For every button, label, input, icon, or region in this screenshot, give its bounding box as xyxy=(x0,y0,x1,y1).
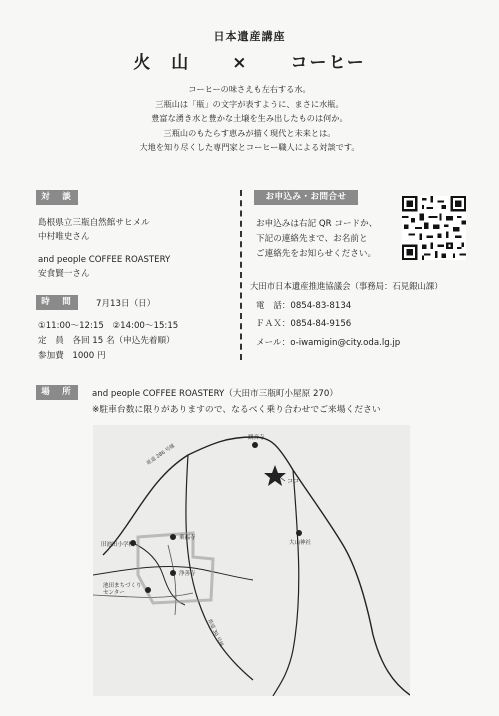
intro-line: 大地を知り尽くした専門家とコーヒー職人による対談です。 xyxy=(139,142,360,153)
qr-code-icon[interactable] xyxy=(402,196,466,260)
parking-note: ※駐車台数に限りがありますので、なるべく乗り合わせでご来場ください xyxy=(92,405,381,415)
contact-line: 下記の連絡先まで、お名前と xyxy=(256,234,368,244)
map-label-top: 観音寺 xyxy=(248,435,265,441)
speaker2-name: 安食賢一さん xyxy=(38,269,90,279)
contact-tag: お申込み・お問合せ xyxy=(254,190,358,205)
temple-top-marker xyxy=(252,442,258,448)
intro-line: 豊富な湧き水と豊かな土壌を生み出したものは何か。 xyxy=(151,113,348,124)
road-label-286: 県道 286 号線 xyxy=(145,442,176,467)
title-coffee: コーヒー xyxy=(290,53,366,73)
contact-line: お申込みは右記 QR コードか、 xyxy=(256,219,378,229)
talk-tag: 対 談 xyxy=(36,190,78,205)
map-label-shrine: 大山神社 xyxy=(289,540,312,546)
intro-line: 三瓶山のもたらす恵みが描く現代と未来とは。 xyxy=(163,127,336,138)
venue-map xyxy=(93,425,410,696)
intro-line: コーヒーの味さえも左右する水。 xyxy=(188,84,311,94)
contact-tel: 電 話：0854-83-8134 xyxy=(256,301,352,311)
section-divider xyxy=(240,190,242,360)
intro-line: 三瓶山は「瓶」の文字が表すように、まさに水瓶。 xyxy=(155,98,344,109)
venue-address: and people COFFEE ROASTERY（大田市三瓶町小屋原 270） xyxy=(92,389,338,399)
speaker2-org: and people COFFEE ROASTERY xyxy=(38,255,171,265)
event-series-title: 日本遺産講座 xyxy=(213,30,286,43)
map-label-center: 池田まちづくりセンター xyxy=(103,583,142,596)
time-slots: ①11:00～12:15 ②14:00～15:15 xyxy=(38,321,179,331)
fee: 参加費 1000 円 xyxy=(38,351,106,361)
map-label-temple2: 浄善寺 xyxy=(179,571,196,577)
capacity: 定 員 各回 15 名（申込先着順） xyxy=(38,336,175,346)
road-label-30: 県道 30 号線 xyxy=(206,618,225,648)
time-tag: 時 間 xyxy=(36,295,78,310)
venue-tag: 場 所 xyxy=(36,385,78,400)
contact-org: 大田市日本遺産推進協議会（事務局：石見銀山課） xyxy=(250,281,443,291)
event-title xyxy=(0,48,499,73)
contact-line: ご連絡先をお知らせください。 xyxy=(256,249,377,259)
title-cross: × xyxy=(232,53,249,73)
speaker1-name: 中村唯史さん xyxy=(38,232,90,242)
intro-text xyxy=(0,82,499,155)
contact-fax: ＦＡＸ：0854-84-9156 xyxy=(256,319,352,329)
map-label-temple1: 乗福寺 xyxy=(179,535,196,541)
map-label-here: ココ xyxy=(287,478,300,485)
title-volcano: 火 山 xyxy=(133,53,191,73)
venue-star-icon xyxy=(264,465,286,486)
contact-email: メール：o-iwamigin@city.oda.lg.jp xyxy=(256,338,401,348)
speaker1-org: 島根県立三瓶自然館サヒメル xyxy=(38,218,150,228)
map-label-school: 旧池田小学校 xyxy=(101,542,135,548)
event-date: 7月13日（日） xyxy=(96,299,156,309)
shrine-marker xyxy=(296,530,302,536)
